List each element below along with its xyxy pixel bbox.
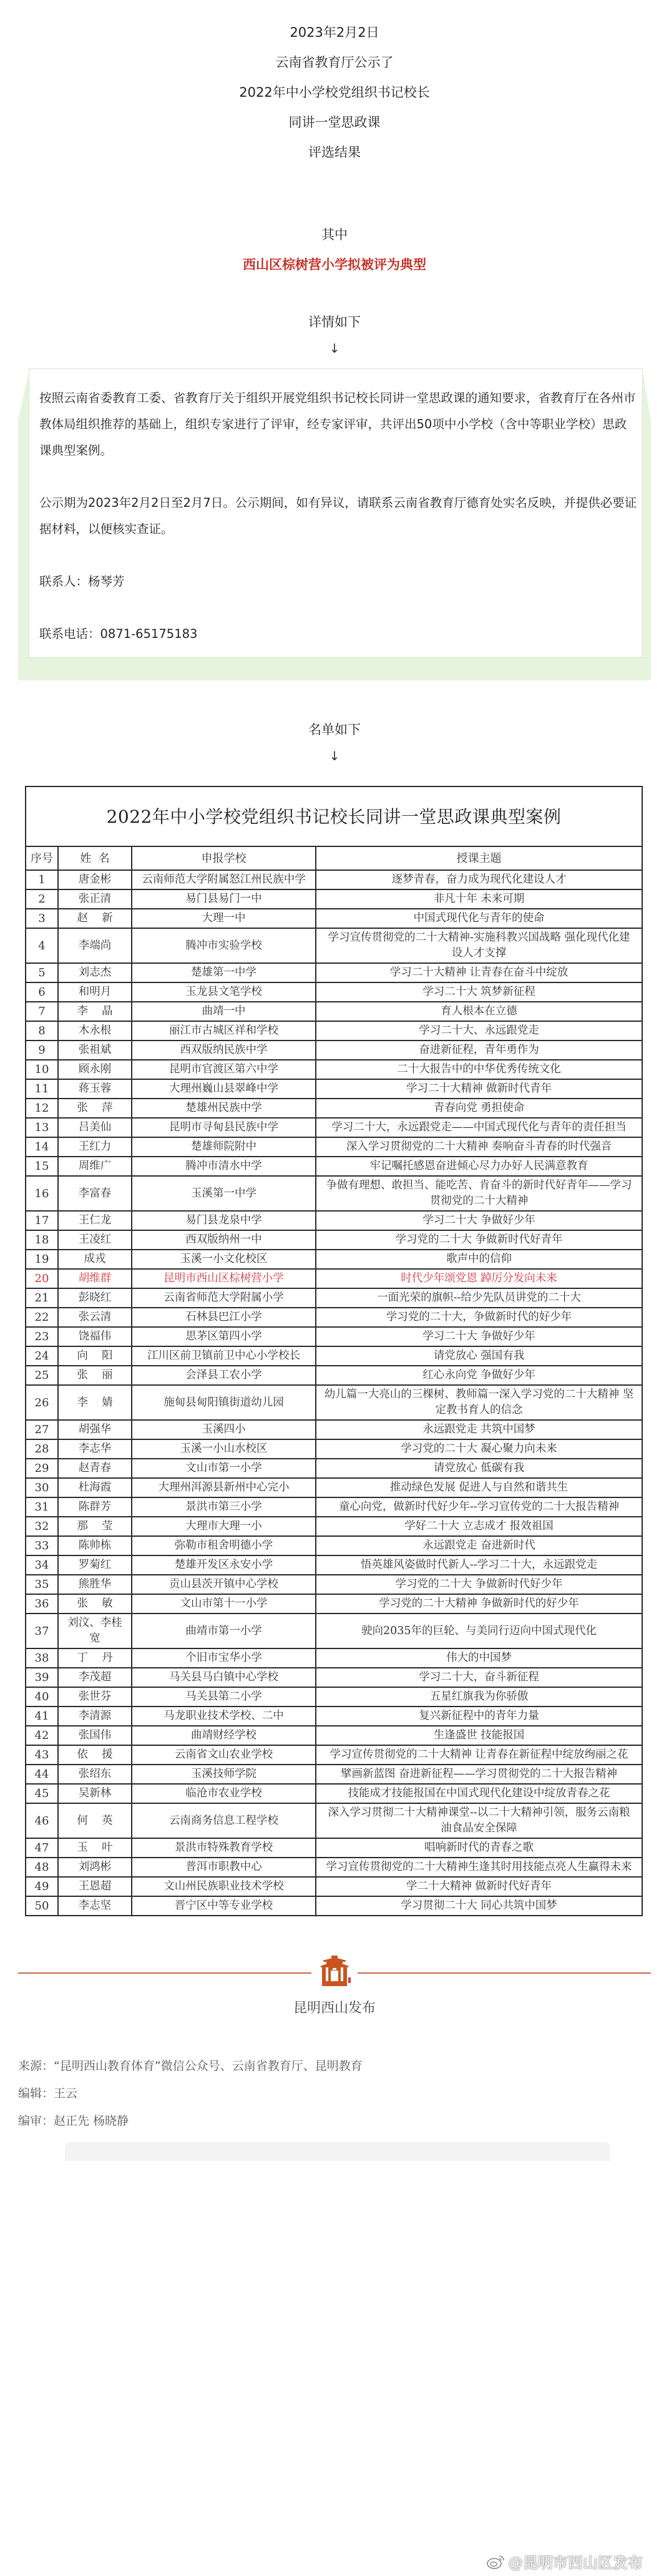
row-number: 7	[26, 1002, 58, 1021]
footer-divider	[18, 1954, 651, 1991]
row-number: 39	[26, 1668, 58, 1687]
notice-contact: 联系人：杨琴芳	[39, 574, 125, 589]
table-row	[26, 1118, 642, 1137]
row-topic: 学习宣传贯彻党的二十大精神 让青春在新征程中绽放绚丽之花	[316, 1745, 642, 1765]
row-name: 张绍东	[58, 1765, 132, 1784]
row-school: 文山市第一小学	[132, 1459, 316, 1478]
row-topic: 学习宣传贯彻党的二十大精神-实施科教兴国战略 强化现代化建设人才支撑	[316, 928, 642, 963]
column-header-topic: 授课主题	[316, 846, 642, 870]
row-number: 44	[26, 1765, 58, 1784]
table-row	[26, 1478, 642, 1497]
row-name: 刘鸿彬	[58, 1858, 132, 1877]
row-topic: 悟英雄风姿做时代新人--学习二十大，永远跟党走	[316, 1555, 642, 1575]
row-number: 50	[26, 1896, 58, 1916]
row-name: 王凌红	[58, 1230, 132, 1250]
row-school: 曲靖财经学校	[132, 1726, 316, 1745]
down-arrow-icon: ↓	[329, 341, 340, 356]
table-row	[26, 1250, 642, 1269]
row-school: 云南师范大学附属怒江州民族中学	[132, 870, 316, 889]
row-name: 赵青春	[58, 1459, 132, 1478]
weibo-icon	[487, 2554, 505, 2570]
notice-phone: 联系电话：0871-65175183	[39, 627, 198, 641]
row-name: 那 莹	[58, 1517, 132, 1536]
row-topic: 童心向党，做新时代好少年--学习宣传党的二十大报告精神	[316, 1497, 642, 1517]
table-row	[26, 1517, 642, 1536]
intro-details: 详情如下	[308, 315, 361, 330]
row-topic: 中国式现代化与青年的使命	[316, 909, 642, 928]
row-school: 大理一中	[132, 909, 316, 928]
row-name: 吴新林	[58, 1784, 132, 1803]
row-topic: 青春向党 勇担使命	[316, 1099, 642, 1118]
table-row	[26, 1327, 642, 1346]
row-topic: 奋进新征程，青年勇作为	[316, 1041, 642, 1060]
row-school: 马关县第二小学	[132, 1687, 316, 1707]
row-number: 9	[26, 1041, 58, 1060]
row-name: 李志华	[58, 1439, 132, 1459]
table-row	[26, 1784, 642, 1803]
table-row	[26, 1002, 642, 1021]
row-topic: 学习二十大，奋斗新征程	[316, 1668, 642, 1687]
row-number: 25	[26, 1366, 58, 1385]
row-name: 胡强华	[58, 1420, 132, 1439]
row-school: 易门县龙泉中学	[132, 1211, 316, 1230]
watermark-text: @昆明市西山区发布	[508, 2554, 643, 2572]
row-topic: 五星红旗我为你骄傲	[316, 1687, 642, 1707]
row-name: 李清源	[58, 1707, 132, 1726]
row-topic: 请党放心 低碳有我	[316, 1459, 642, 1478]
row-name: 王红力	[58, 1137, 132, 1157]
table-row	[26, 963, 642, 982]
row-name: 李端尚	[58, 928, 132, 963]
table-row	[26, 1687, 642, 1707]
intro-line-result: 评选结果	[308, 145, 361, 160]
row-name: 玉 叶	[58, 1838, 132, 1858]
row-topic: 幼儿篇一大亮山的三棵树、教师篇一深入学习党的二十大精神 坚定教书育人的信念	[316, 1385, 642, 1420]
row-school: 大理州巍山县翠峰中学	[132, 1079, 316, 1099]
row-name: 李 婧	[58, 1385, 132, 1420]
row-school: 景洪市特殊教育学校	[132, 1838, 316, 1858]
cases-table-image	[25, 786, 643, 1916]
row-topic: 牢记嘱托感恩奋进倾心尽力办好人民满意教育	[316, 1157, 642, 1176]
row-name: 李 晶	[58, 1002, 132, 1021]
intro-highlight: 西山区棕树营小学拟被评为典型	[243, 257, 426, 272]
row-name: 张云清	[58, 1308, 132, 1327]
row-topic: 学习党的二十大 争做新时代好青年	[316, 1230, 642, 1250]
row-number: 35	[26, 1575, 58, 1594]
credit-reviewer: 编审：赵正先 杨晓静	[18, 2114, 129, 2128]
row-name: 张 敏	[58, 1594, 132, 1614]
row-school: 楚雄师院附中	[132, 1137, 316, 1157]
row-topic: 学习二十大精神 做新时代青年	[316, 1079, 642, 1099]
table-row	[26, 1745, 642, 1765]
row-school: 玉溪技师学院	[132, 1765, 316, 1784]
row-school: 丽江市古城区祥和学校	[132, 1021, 316, 1041]
row-school: 施甸县甸阳镇街道幼儿园	[132, 1385, 316, 1420]
row-topic: 育人根本在立德	[316, 1002, 642, 1021]
row-number: 36	[26, 1594, 58, 1614]
row-name: 李富春	[58, 1176, 132, 1211]
row-school: 腾冲市清水中学	[132, 1157, 316, 1176]
row-school: 曲靖市第一小学	[132, 1614, 316, 1648]
row-topic: 学习党的二十大 凝心聚力向未来	[316, 1439, 642, 1459]
row-school: 云南省师范大学附属小学	[132, 1288, 316, 1308]
row-name: 陈群芳	[58, 1497, 132, 1517]
row-name: 周维广	[58, 1157, 132, 1176]
row-school: 曲靖一中	[132, 1002, 316, 1021]
row-topic: 推动绿色发展 促进人与自然和谐共生	[316, 1478, 642, 1497]
table-row	[26, 1230, 642, 1250]
table-row	[26, 909, 642, 928]
table-row	[26, 1707, 642, 1726]
spacer	[39, 542, 637, 569]
list-heading-label: 名单如下	[308, 722, 361, 737]
row-name: 彭晓红	[58, 1288, 132, 1308]
intro-line-publisher: 云南省教育厅公示了	[275, 55, 394, 70]
intro-among: 其中	[321, 227, 348, 242]
table-row	[26, 1594, 642, 1614]
row-number: 28	[26, 1439, 58, 1459]
table-row	[26, 1269, 642, 1288]
row-name: 胡维群	[58, 1269, 132, 1288]
row-topic: 红心永向党 争做好少年	[316, 1366, 642, 1385]
row-school: 腾冲市实验学校	[132, 928, 316, 963]
row-topic: 学习党的二十大 争做新时代好少年	[316, 1575, 642, 1594]
intro-line-course: 同讲一堂思政课	[288, 115, 381, 130]
row-number: 16	[26, 1176, 58, 1211]
notice-paragraph-2: 公示期为2023年2月2日至2月7日。公示期间，如有异议，请联系云南省教育厅德育处实名反映，并提供必要证据材料，以便核实查证。	[39, 496, 637, 536]
row-school: 马关县马白镇中心学校	[132, 1668, 316, 1687]
row-number: 45	[26, 1784, 58, 1803]
row-topic: 请党放心 强国有我	[316, 1346, 642, 1366]
table-row	[26, 1896, 642, 1916]
row-topic: 生逢盛世 技能报国	[316, 1726, 642, 1745]
row-number: 48	[26, 1858, 58, 1877]
row-topic: 深入学习贯彻党的二十大精神 奏响奋斗青春的时代强音	[316, 1137, 642, 1157]
row-number: 37	[26, 1614, 58, 1648]
row-school: 楚雄第一中学	[132, 963, 316, 982]
table-row	[26, 928, 642, 963]
intro-date: 2023年2月2日	[290, 25, 379, 40]
row-number: 27	[26, 1420, 58, 1439]
row-name: 张 萍	[58, 1099, 132, 1118]
row-name: 陈帅栋	[58, 1536, 132, 1555]
row-topic: 学习二十大 争做好少年	[316, 1327, 642, 1346]
row-name: 赵 新	[58, 909, 132, 928]
row-number: 29	[26, 1459, 58, 1478]
row-school: 会泽县工农小学	[132, 1366, 316, 1385]
row-number: 38	[26, 1648, 58, 1668]
table-title: 2022年中小学校党组织书记校长同讲一堂思政课典型案例	[26, 786, 642, 846]
table-row	[26, 982, 642, 1002]
row-number: 1	[26, 870, 58, 889]
row-school: 昆明市寻甸县民族中学	[132, 1118, 316, 1137]
row-topic: 学二十大精神 做新时代好青年	[316, 1877, 642, 1896]
row-topic: 学习党的二十大，争做新时代的好少年	[316, 1308, 642, 1327]
row-school: 文山市第十一小学	[132, 1594, 316, 1614]
row-name: 唐金彬	[58, 870, 132, 889]
row-name: 顾永刚	[58, 1060, 132, 1079]
row-school: 昆明市官渡区第六中学	[132, 1060, 316, 1079]
row-school: 思茅区第四小学	[132, 1327, 316, 1346]
spacer	[0, 280, 669, 307]
table-row	[26, 1288, 642, 1308]
row-school: 晋宁区中等专业学校	[132, 1896, 316, 1916]
row-school: 玉溪第一中学	[132, 1176, 316, 1211]
row-topic: 伟大的中国梦	[316, 1648, 642, 1668]
row-number: 34	[26, 1555, 58, 1575]
row-topic: 学好二十大 立志成才 报效祖国	[316, 1517, 642, 1536]
row-name: 李茂超	[58, 1668, 132, 1687]
row-school: 易门县易门一中	[132, 889, 316, 909]
table-row	[26, 1575, 642, 1594]
row-school: 江川区前卫镇前卫中心小学校长	[132, 1346, 316, 1366]
row-name: 刘汶、李桂宽	[58, 1614, 132, 1648]
row-topic: 学习贯彻二十大 同心共筑中国梦	[316, 1896, 642, 1916]
row-topic: 一面光荣的旗帜--给少先队员讲党的二十大	[316, 1288, 642, 1308]
row-school: 玉溪一小山水校区	[132, 1439, 316, 1459]
notice-box	[29, 368, 643, 658]
row-school: 个旧市宝华小学	[132, 1648, 316, 1668]
row-number: 33	[26, 1536, 58, 1555]
row-topic: 学习二十大、永远跟党走	[316, 1021, 642, 1041]
row-topic: 学习二十大 筑梦新征程	[316, 982, 642, 1002]
row-name: 蒋玉蓉	[58, 1079, 132, 1099]
row-name: 向 阳	[58, 1346, 132, 1366]
row-topic: 争做有理想、敢担当、能吃苦、肯奋斗的新时代好青年——学习贯彻党的二十大精神	[316, 1176, 642, 1211]
table-row	[26, 1459, 642, 1478]
table-row	[26, 1648, 642, 1668]
row-school: 贡山县茨开镇中心学校	[132, 1575, 316, 1594]
row-topic: 逐梦青春，奋力成为现代化建设人才	[316, 870, 642, 889]
row-number: 22	[26, 1308, 58, 1327]
row-topic: 驶向2035年的巨轮、与美同行迈向中国式现代化	[316, 1614, 642, 1648]
row-name: 熊胜华	[58, 1575, 132, 1594]
row-name: 丁 丹	[58, 1648, 132, 1668]
row-name: 张正清	[58, 889, 132, 909]
row-name: 依 援	[58, 1745, 132, 1765]
row-name: 吕美仙	[58, 1118, 132, 1137]
row-number: 13	[26, 1118, 58, 1137]
row-number: 2	[26, 889, 58, 909]
table-row	[26, 1099, 642, 1118]
credit-editor: 编辑：王云	[18, 2087, 78, 2100]
row-school: 西双版纳民族中学	[132, 1041, 316, 1060]
row-number: 26	[26, 1385, 58, 1420]
table-body	[26, 870, 642, 1916]
table-row	[26, 1838, 642, 1858]
row-number: 21	[26, 1288, 58, 1308]
notice-frame	[18, 372, 651, 680]
column-header-name: 姓 名	[58, 846, 132, 870]
divider-rule-left	[18, 1972, 311, 1974]
row-number: 30	[26, 1478, 58, 1497]
row-topic: 永远跟党走 共筑中国梦	[316, 1420, 642, 1439]
column-header-no: 序号	[26, 846, 58, 870]
credit-source: 来源：“昆明西山教育体育”微信公众号、云南省教育厅、昆明教育	[18, 2059, 363, 2073]
row-topic: 学习宣传贯彻党的二十大精神生逢其时用技能点亮人生赢得未来	[316, 1858, 642, 1877]
row-school: 石林县巴江小学	[132, 1308, 316, 1327]
row-topic: 深入学习贯彻二十大精神课堂--以二十大精神引领，服务云南粮油食品安全保障	[316, 1803, 642, 1838]
row-school: 楚雄州民族中学	[132, 1099, 316, 1118]
row-topic: 二十大报告中的中华优秀传统文化	[316, 1060, 642, 1079]
table-row	[26, 1877, 642, 1896]
row-topic: 技能成才技能报国在中国式现代化建设中绽放青春之花	[316, 1784, 642, 1803]
row-topic: 永远跟党走 奋进新时代	[316, 1536, 642, 1555]
row-name: 何 英	[58, 1803, 132, 1838]
table-row	[26, 889, 642, 909]
row-topic: 擘画新蓝图 奋进新征程——学习贯彻党的二十大报告精神	[316, 1765, 642, 1784]
row-topic: 时代少年颂党恩 踔厉分发向未来	[316, 1269, 642, 1288]
row-topic: 学习党的二十大精神 争做新时代的好少年	[316, 1594, 642, 1614]
table-row	[26, 1858, 642, 1877]
table-row	[26, 1614, 642, 1648]
row-number: 46	[26, 1803, 58, 1838]
row-name: 王仁龙	[58, 1211, 132, 1230]
row-school: 云南商务信息工程学校	[132, 1803, 316, 1838]
row-name: 张国伟	[58, 1726, 132, 1745]
down-arrow-icon: ↓	[329, 748, 340, 763]
row-name: 和明月	[58, 982, 132, 1002]
table-row	[26, 1021, 642, 1041]
spacer	[39, 595, 637, 621]
table-row	[26, 1308, 642, 1327]
row-school: 景洪市第三小学	[132, 1497, 316, 1517]
brand-name: 昆明西山发布	[293, 2001, 376, 2016]
table-row	[26, 1420, 642, 1439]
row-number: 40	[26, 1687, 58, 1707]
table-row	[26, 1157, 642, 1176]
row-number: 32	[26, 1517, 58, 1536]
row-number: 23	[26, 1327, 58, 1346]
row-number: 14	[26, 1137, 58, 1157]
table-row	[26, 1385, 642, 1420]
row-name: 刘志杰	[58, 963, 132, 982]
row-number: 49	[26, 1877, 58, 1896]
table-row	[26, 1366, 642, 1385]
row-school: 玉溪四小	[132, 1420, 316, 1439]
table-row	[26, 1176, 642, 1211]
table-row	[26, 1060, 642, 1079]
row-topic: 歌声中的信仰	[316, 1250, 642, 1269]
row-number: 17	[26, 1211, 58, 1230]
table-row	[26, 1439, 642, 1459]
watermark	[487, 2550, 643, 2572]
row-school: 文山州民族职业技术学校	[132, 1877, 316, 1896]
table-row	[26, 1497, 642, 1517]
spacer	[39, 464, 637, 490]
table-row	[26, 1346, 642, 1366]
row-school: 昆明市西山区棕树营小学	[132, 1269, 316, 1288]
row-number: 4	[26, 928, 58, 963]
row-number: 24	[26, 1346, 58, 1366]
table-row	[26, 870, 642, 889]
row-school: 普洱市职教中心	[132, 1858, 316, 1877]
table-row	[26, 1137, 642, 1157]
table-row	[26, 1536, 642, 1555]
row-school: 大理市大理一小	[132, 1517, 316, 1536]
table-row	[26, 1668, 642, 1687]
row-name: 张祖斌	[58, 1041, 132, 1060]
row-school: 楚雄开发区永安小学	[132, 1555, 316, 1575]
table-row	[26, 1555, 642, 1575]
pavilion-gate-icon	[318, 1955, 351, 1990]
row-number: 18	[26, 1230, 58, 1250]
row-number: 15	[26, 1157, 58, 1176]
row-name: 张 丽	[58, 1366, 132, 1385]
row-school: 大理州洱源县新州中心完小	[132, 1478, 316, 1497]
row-number: 6	[26, 982, 58, 1002]
cases-table	[25, 786, 643, 1916]
row-school: 玉溪一小文化校区	[132, 1250, 316, 1269]
intro-line-event: 2022年中小学校党组织书记校长	[239, 85, 430, 100]
row-name: 饶福伟	[58, 1327, 132, 1346]
table-header-row	[26, 846, 642, 870]
notice-paragraph-1: 按照云南省委教育工委、省教育厅关于组织开展党组织书记校长同讲一堂思政课的通知要求，省教育厅在各州市教体局组织推荐的基础上，组织专家进行了评审，经专家评审，共评出50项中小学校（含中等职业学校）思政课典型案例。	[39, 391, 636, 458]
row-number: 42	[26, 1726, 58, 1745]
row-name: 杜海霞	[58, 1478, 132, 1497]
table-row	[26, 1211, 642, 1230]
row-name: 张世芬	[58, 1687, 132, 1707]
row-number: 5	[26, 963, 58, 982]
row-topic: 非凡十年 未来可期	[316, 889, 642, 909]
column-header-school: 申报学校	[132, 846, 316, 870]
row-topic: 学习二十大精神 让青春在奋斗中绽放	[316, 963, 642, 982]
row-name: 李志坚	[58, 1896, 132, 1916]
row-name: 成戎	[58, 1250, 132, 1269]
row-topic: 学习二十大，永远跟党走——中国式现代化与青年的责任担当	[316, 1118, 642, 1137]
table-row	[26, 1079, 642, 1099]
intro-section	[0, 0, 669, 360]
row-number: 43	[26, 1745, 58, 1765]
row-school: 西双版纳州一中	[132, 1230, 316, 1250]
divider-rule-right	[358, 1972, 651, 1974]
spacer	[0, 167, 669, 220]
row-number: 19	[26, 1250, 58, 1269]
row-name: 木永根	[58, 1021, 132, 1041]
row-number: 31	[26, 1497, 58, 1517]
row-topic: 复兴新征程中的青年力量	[316, 1707, 642, 1726]
table-row	[26, 1726, 642, 1745]
row-topic: 学习二十大 争做好少年	[316, 1211, 642, 1230]
row-number: 10	[26, 1060, 58, 1079]
row-number: 20	[26, 1269, 58, 1288]
row-school: 云南省文山农业学校	[132, 1745, 316, 1765]
row-number: 3	[26, 909, 58, 928]
row-number: 11	[26, 1079, 58, 1099]
table-row	[26, 1041, 642, 1060]
row-name: 罗菊红	[58, 1555, 132, 1575]
row-name: 王恩超	[58, 1877, 132, 1896]
list-heading	[0, 715, 669, 767]
row-number: 47	[26, 1838, 58, 1858]
row-number: 8	[26, 1021, 58, 1041]
row-number: 41	[26, 1707, 58, 1726]
row-topic: 唱响新时代的青春之歌	[316, 1838, 642, 1858]
row-school: 马龙职业技术学校、二中	[132, 1707, 316, 1726]
credits	[18, 2052, 669, 2135]
row-number: 12	[26, 1099, 58, 1118]
table-row	[26, 1803, 642, 1838]
row-school: 临沧市农业学校	[132, 1784, 316, 1803]
table-row	[26, 1765, 642, 1784]
footer-card	[65, 2142, 610, 2161]
row-school: 玉龙县文笔学校	[132, 982, 316, 1002]
row-school: 弥勒市租舍明德小学	[132, 1536, 316, 1555]
